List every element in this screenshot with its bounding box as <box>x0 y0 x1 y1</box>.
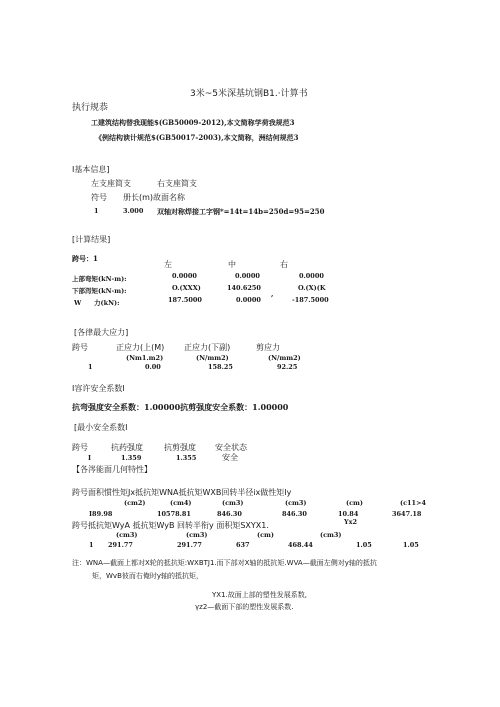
r2-left: O.(XXX) <box>172 284 201 292</box>
section-props-heading: 【各涔能面几何特性】 <box>72 465 152 474</box>
stress-u-top: (Nm1.m2) <box>126 354 164 362</box>
units1-iy: (c11>4 <box>400 499 427 507</box>
note-line-4: γz2—截面下部的塑性发展系数. <box>195 603 294 611</box>
r3-left: 187.5000 <box>168 296 202 304</box>
min-v-bend: 1.359 <box>121 454 142 462</box>
left-support: 左支座简支 <box>91 179 131 188</box>
min-h-state: 安全状态 <box>215 443 247 452</box>
max-stress-heading: [各律最大应力] <box>74 328 129 337</box>
min-h-bend: 抗药强度 <box>111 443 143 452</box>
basic-col-len: 册长(m)故面名称 <box>123 193 186 202</box>
stress-v-shear: 92.25 <box>277 363 298 371</box>
stress-v-span: 1 <box>88 363 93 371</box>
stress-u-bottom: (N/mm2) <box>196 354 229 362</box>
stress-u-shear: (N/mm2) <box>268 354 301 362</box>
r1-left: 0.0000 <box>172 272 197 280</box>
values2-yx1: 1.05 <box>356 541 372 549</box>
r2-right: O.(X)(K <box>298 284 326 292</box>
allow-safety-line: 抗弯强度安全系数：1.00000抗剪强度安全系数：1.00000 <box>72 402 289 412</box>
basic-row-no: 1 <box>94 207 99 215</box>
r1-mid: 0.0000 <box>235 272 260 280</box>
values1-wna: 846.30 <box>217 510 242 518</box>
units2-sx: (cm3) <box>320 531 342 539</box>
min-safety-heading: [最小安全系数I <box>74 423 128 432</box>
stray-mark: , <box>271 289 274 298</box>
stress-h-span: 跨号 <box>72 343 88 352</box>
r3-mid: 0.0000 <box>236 296 261 304</box>
r3-right: -187.5000 <box>292 296 329 304</box>
span-label: 跨号：1 <box>72 254 98 263</box>
basic-row-section: 双轴对称焊接工字钢*=14t=14b=250d=95=250 <box>157 207 325 216</box>
standard-line-1: 工建筑结构替我现能$(GB50009-2012),本文简称学荷我规范3 <box>91 118 295 127</box>
row1-label: 上部弯矩(kN-m): <box>72 275 127 283</box>
allow-safety-heading: I容许安全系数I <box>72 384 125 393</box>
standard-line-2: 《例结构谀计规范$(GB50017-2003),本文简称，洲结何规范3 <box>95 133 299 142</box>
stress-v-top: 0.00 <box>145 363 161 371</box>
section-header-1: 跨号面积惯性矩Jx抵抗矩WNA抵抗矩WXB回转半径ix做性矩Iy <box>72 488 292 497</box>
values1-radius: 10.84 <box>338 510 359 518</box>
standards-heading: 执行规恭 <box>72 103 109 113</box>
units2-wya: (cm3) <box>116 531 138 539</box>
units2-iy-radius: (cm) <box>257 531 274 539</box>
values1-ix: 10578.81 <box>157 510 191 518</box>
units1-ix: (cm4) <box>170 499 192 507</box>
units1-wxb: (cm3) <box>285 499 307 507</box>
r1-right: 0.0000 <box>299 272 324 280</box>
values1-iy: 3647.18 <box>392 510 422 518</box>
r2-mid: 140.6250 <box>227 284 261 292</box>
stress-h-top: 正应力(上(M) <box>116 343 165 352</box>
stress-h-bottom: 正应力(下副) <box>184 343 231 352</box>
values2-yx2: 1.05 <box>403 541 419 549</box>
min-h-shear: 抗剪强度 <box>164 443 196 452</box>
document-title: 3米~5米深基坑钢B1.·计算书 <box>190 89 308 99</box>
stress-h-shear: 剪应力 <box>256 343 280 352</box>
values2-span: 1 <box>89 541 94 549</box>
col-mid: 中 <box>228 260 236 269</box>
values2-wya: 291.77 <box>108 541 133 549</box>
min-v-span: I <box>88 454 92 462</box>
min-h-span: 跨号 <box>72 443 88 452</box>
values1-area: I89.98 <box>89 510 113 518</box>
note-line-3: YX1.故面上部的塑性发展系数, <box>212 591 307 599</box>
basic-col-no: 符号 <box>91 193 107 202</box>
values1-wxb: 846.30 <box>282 510 307 518</box>
col-left: 左 <box>164 260 172 269</box>
basic-row-len: 3.000 <box>123 207 144 215</box>
row3-label-a: W <box>74 299 82 307</box>
values2-iy-radius: 637 <box>236 541 250 549</box>
units1-ix-radius: (cm) <box>346 499 363 507</box>
units1-wna: (cm3) <box>222 499 244 507</box>
calc-results-heading: [计算结果] <box>72 235 111 244</box>
min-v-shear: 1.355 <box>176 454 197 462</box>
min-v-state: 安全 <box>222 453 238 462</box>
note-line-1: 注：WNA—截面上都对X轮的抵抗矩:WXBTJ1.而下部对X轴的抵抗矩.WVA—截面左侧对y轴的抵抗 <box>72 559 377 567</box>
header2-yx2: Yx2 <box>344 518 358 526</box>
note-line-2: 矩，WvB彼而右俺时y轴的抵抗矩， <box>92 572 204 580</box>
values2-wyb: 291.77 <box>177 541 202 549</box>
row2-label: 下部泻矩(kN-m): <box>72 287 127 295</box>
units1-area: (cm2) <box>124 499 146 507</box>
col-right: 右 <box>280 260 288 269</box>
section-header-2: 跨号抵抗矩WyA 抵抗矩WyB 回转半衔y 面积矩SXYX1. <box>72 521 269 530</box>
basic-info-heading: I基本信息] <box>72 165 110 174</box>
row3-label-b: 力(kN): <box>94 299 120 307</box>
units2-wyb: (cm3) <box>186 531 208 539</box>
values2-sx: 468.44 <box>288 541 313 549</box>
right-support: 右支座简支 <box>157 179 197 188</box>
stress-v-bottom: 158.25 <box>208 363 233 371</box>
